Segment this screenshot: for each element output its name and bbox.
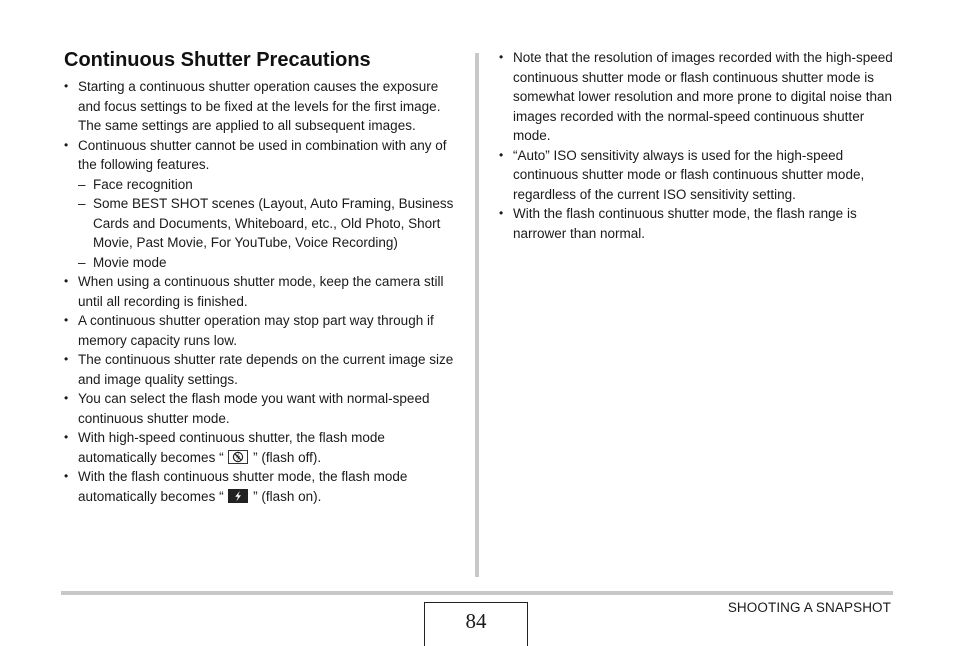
sub-item-text: Face recognition <box>93 176 193 192</box>
list-item <box>64 350 460 389</box>
right-column <box>499 48 893 243</box>
left-bullet-list <box>64 77 460 506</box>
sub-list <box>78 175 460 273</box>
sub-item <box>78 175 460 195</box>
bullet-text: ” (flash off). <box>253 449 322 465</box>
footer-rule <box>61 591 893 595</box>
list-item <box>499 146 893 205</box>
list-item <box>499 48 893 146</box>
list-item <box>64 272 460 311</box>
list-item <box>64 136 460 273</box>
flash-off-icon <box>228 450 248 464</box>
list-item <box>64 77 460 136</box>
bullet-text: Starting a continuous shutter operation causes the exposure and focus settings to be fixed at the levels for the first image. The same settings are applied to all subsequent images. <box>78 79 441 133</box>
bullet-text: The continuous shutter rate depends on the current image size and image quality settings. <box>78 352 454 387</box>
bullet-text: ” (flash on). <box>253 488 322 504</box>
dash-marker: – <box>78 176 86 192</box>
right-bullet-list <box>499 48 893 243</box>
bullet-text: Continuous shutter cannot be used in combination with any of the following features. <box>78 137 447 172</box>
list-item <box>64 389 460 428</box>
page-number-box <box>424 602 528 646</box>
dash-marker: – <box>78 254 86 270</box>
list-item <box>64 428 460 467</box>
list-item <box>64 467 460 506</box>
list-item <box>499 204 893 243</box>
bullet-text: A continuous shutter operation may stop part way through if memory capacity runs low. <box>78 313 434 348</box>
bullet-text: With high-speed continuous shutter, the flash mode automatically becomes “ <box>78 430 385 465</box>
dash-marker: – <box>78 196 86 211</box>
page-number: 84 <box>465 609 487 633</box>
sub-item-text: Some BEST SHOT scenes (Layout, Auto Framing, Business Cards and Documents, Whiteboard, etc., Old Photo, Short Movie, Past Movie, For YouTube, Voice Recording) <box>93 196 454 250</box>
list-item <box>64 311 460 350</box>
sub-item <box>78 194 460 253</box>
bullet-text: You can select the flash mode you want with normal-speed continuous shutter mode. <box>78 391 430 426</box>
bullet-text: With the flash continuous shutter mode, the flash mode automatically becomes “ <box>78 469 408 504</box>
flash-on-icon <box>228 489 248 503</box>
bullet-text: “Auto” ISO sensitivity always is used for the high-speed continuous shutter mode or flash continuous shutter mode, regardless of the current ISO sensitivity setting. <box>513 147 865 202</box>
left-column <box>64 48 460 506</box>
column-divider <box>475 53 479 577</box>
section-heading: Continuous Shutter Precautions <box>64 49 371 71</box>
section-label: SHOOTING A SNAPSHOT <box>727 600 891 615</box>
sub-item <box>78 253 460 273</box>
bullet-text: With the flash continuous shutter mode, the flash range is narrower than normal. <box>513 206 857 241</box>
bullet-text: When using a continuous shutter mode, keep the camera still until all recording is finished. <box>78 274 444 309</box>
sub-item-text: Movie mode <box>93 254 167 270</box>
bullet-text: Note that the resolution of images recorded with the high-speed continuous shutter mode or flash continuous shutter mode is somewhat lower resolution and more prone to digital noise than images recorded with the normal-speed continuous shutter mode. <box>513 50 893 143</box>
